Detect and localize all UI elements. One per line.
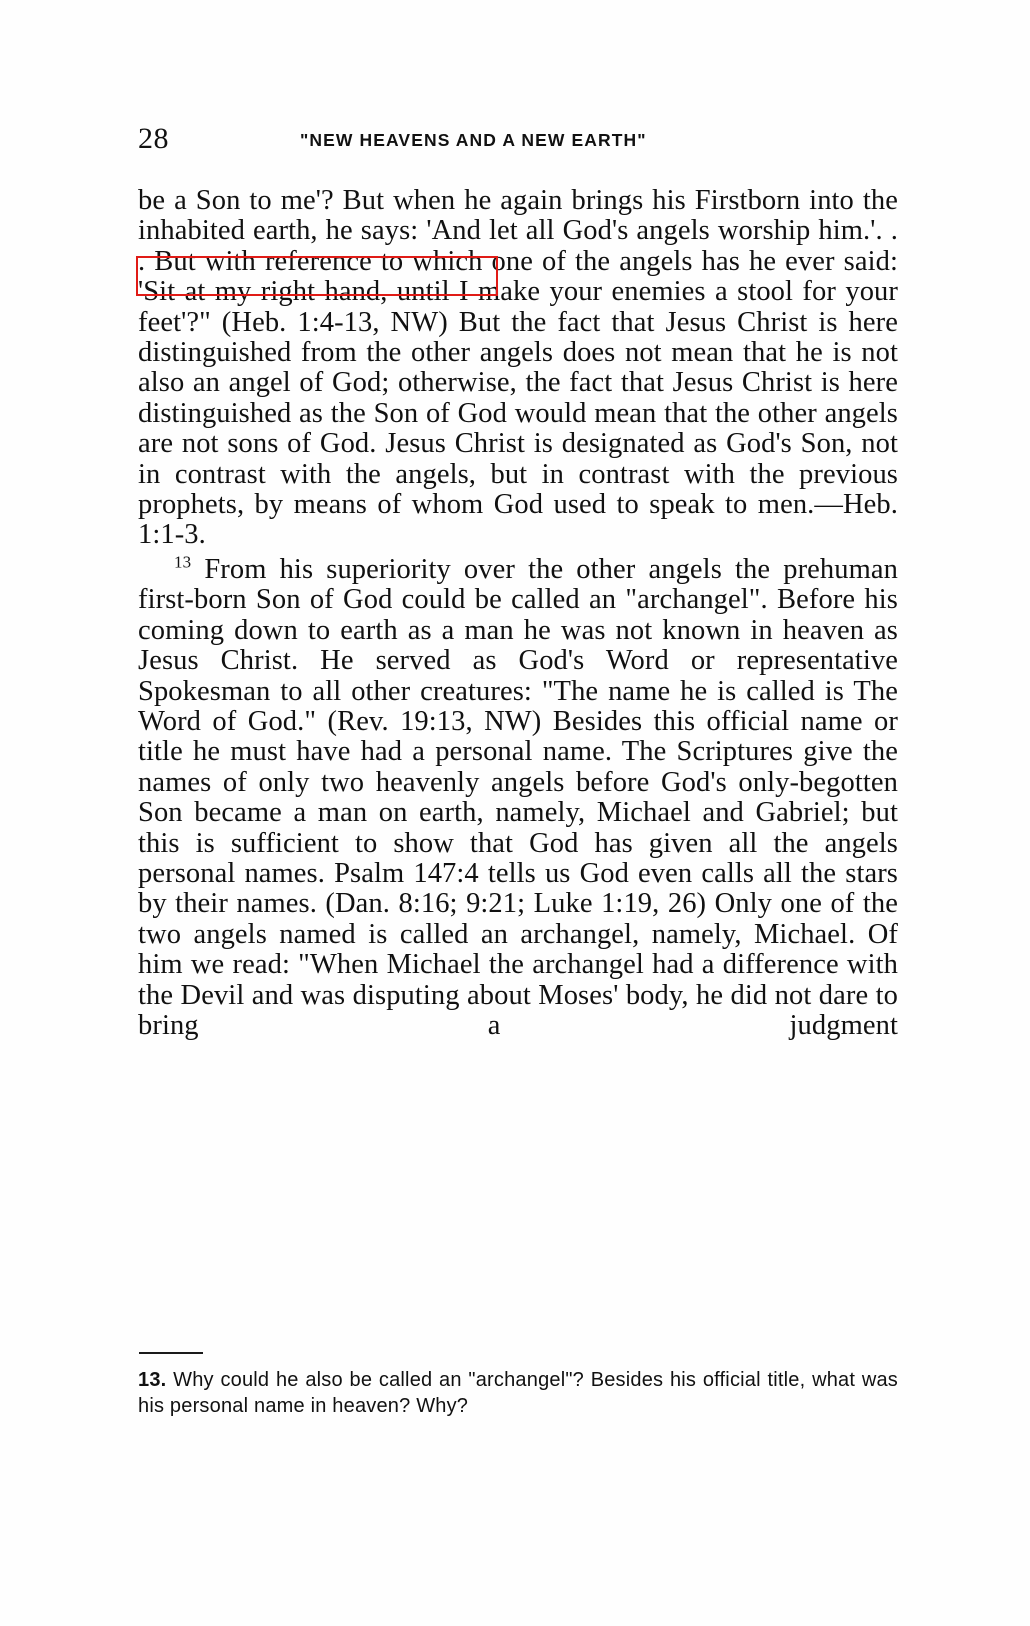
footnote: [138, 1368, 898, 1419]
footnote-number: 13.: [138, 1369, 167, 1391]
paragraph-number: 13: [174, 552, 192, 572]
page-number: 28: [138, 122, 169, 155]
text-column: [138, 186, 898, 1072]
paragraph-body-2: [138, 552, 898, 1072]
paragraph-body-2-text: From his superiority over the other angels the prehuman first-born Son of God could be called an "archangel". Before his coming down to earth as a man he was not known in heaven as Jesus Christ. He served as God's Word or representative Spokesman to all other creatures: "The name he is called is The Word of God." (Rev. 19:13, NW) Besides this official name or title he must have had a personal name. The Scriptures give the names of only two heavenly angels before God's only-begotten Son became a man on earth, namely, Michael and Gabriel; but this is sufficient to show that God has given all the angels personal names. Psalm 147:4 tells us God even calls all the stars by their names. (Dan. 8:16; 9:21; Luke 1:19, 26) Only one of the two angels named is called an archangel, namely, Michael. Of him we read: "When Michael the archangel had a difference with the Devil and was disputing about Moses' body, he did not dare to bring a judgment: [138, 553, 898, 1041]
page-header: [138, 122, 900, 162]
footnote-divider: [139, 1352, 203, 1354]
running-head: "NEW HEAVENS AND A NEW EARTH": [300, 130, 647, 150]
footnote-text: Why could he also be called an "archangel"? Besides his official title, what was his personal name in heaven? Why?: [138, 1369, 898, 1417]
paragraph-body-1: be a Son to me'? But when he again brings his Firstborn into the inhabited earth, he says: 'And let all God's angels worship him.'. . . But with reference to which one of the angels has he ever said: 'Sit at my right hand, until I make your enemies a stool for your feet'?" (Heb. 1:4-13, NW) But the fact that Jesus Christ is here distinguished from the other angels does not mean that he is not also an angel of God; otherwise, the fact that Jesus Christ is here distinguished as the Son of God would mean that the other angels are not sons of God. Jesus Christ is designated as God's Son, not in contrast with the angels, but in contrast with the previous prophets, by means of whom God used to speak to men.—Heb. 1:1-3.: [138, 185, 898, 551]
